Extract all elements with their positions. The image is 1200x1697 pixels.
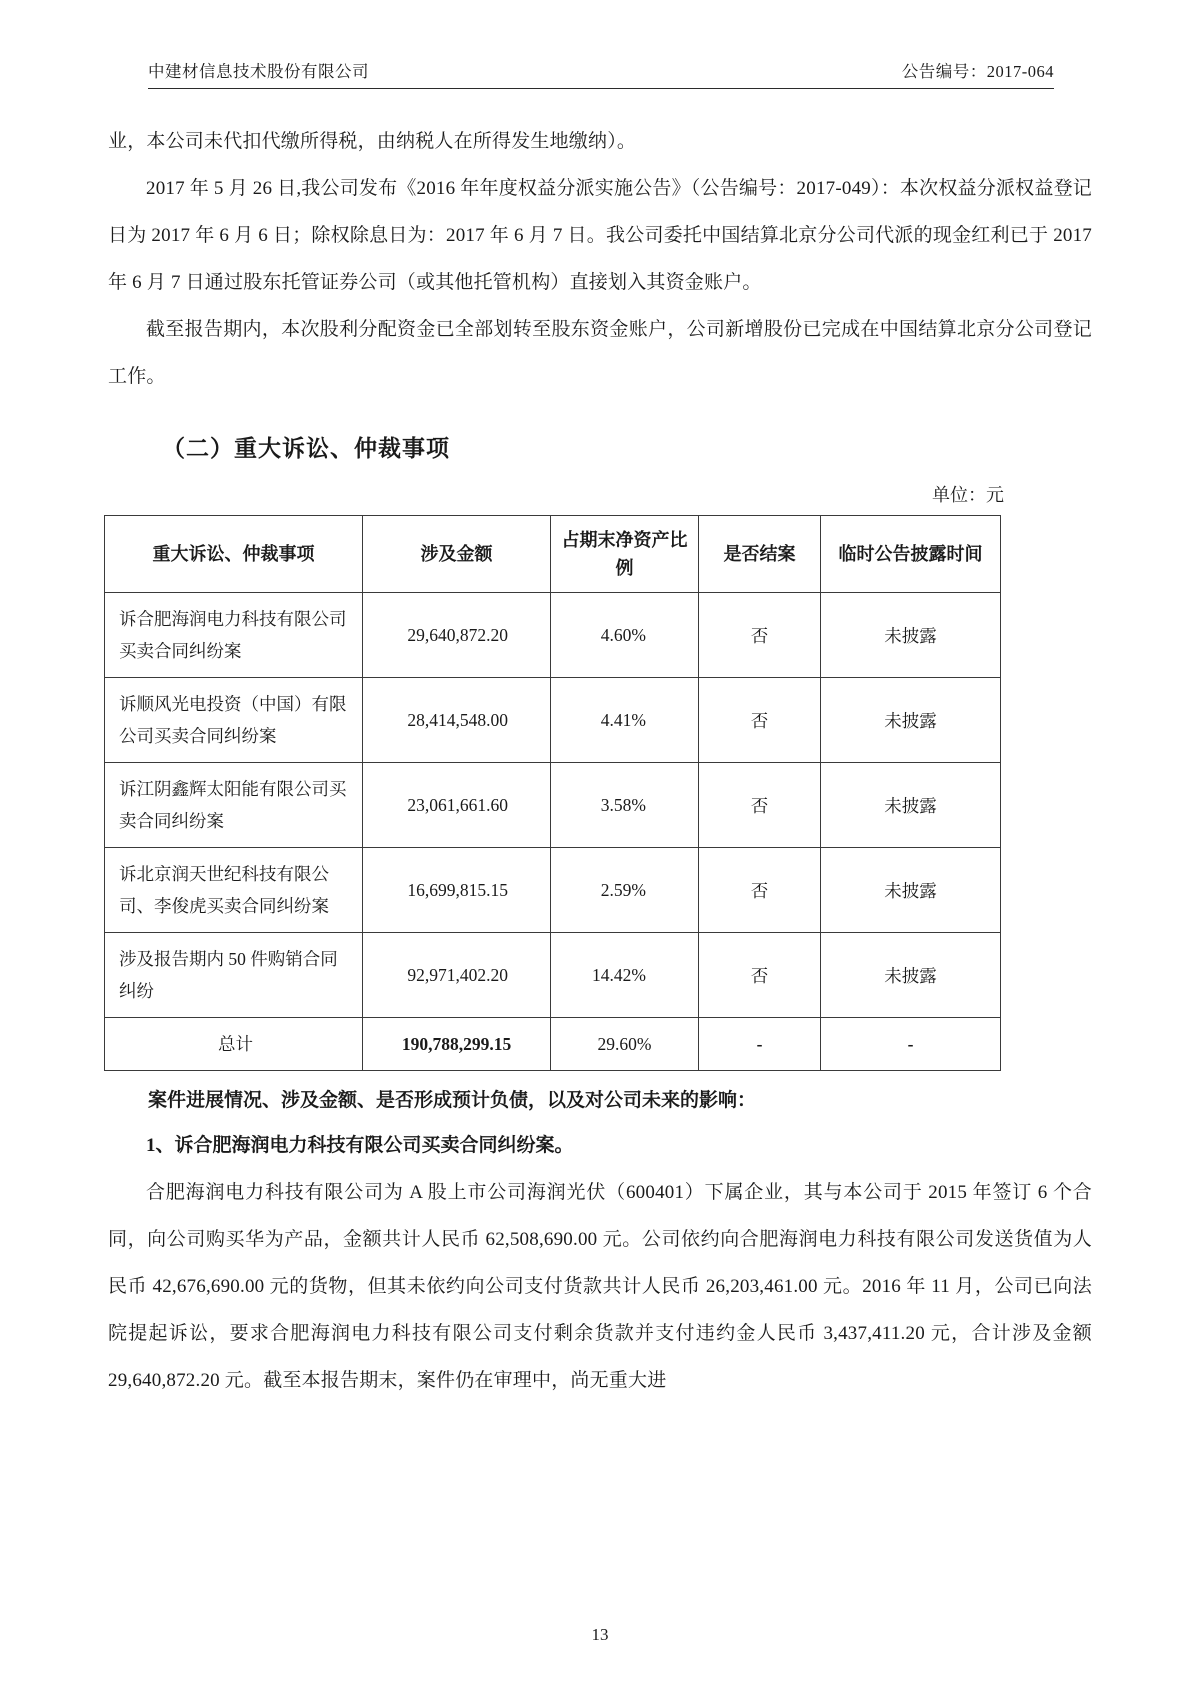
page-number: 13 <box>591 1625 609 1644</box>
paragraph-continuation: 业，本公司未代扣代缴所得税，由纳税人在所得发生地缴纳）。 <box>108 131 637 152</box>
cell-disclosure: 未披露 <box>821 593 1001 678</box>
cell-amount: 29,640,872.20 <box>363 593 551 678</box>
case-detail-block <box>100 1122 1100 1404</box>
cell-amount: 28,414,548.00 <box>363 678 551 763</box>
cell-closed: 否 <box>699 593 821 678</box>
cell-closed: 否 <box>699 933 821 1018</box>
table-header-row <box>105 516 1001 593</box>
column-header-closed: 是否结案 <box>699 516 821 593</box>
cell-closed: 否 <box>699 678 821 763</box>
cell-disclosure: 未披露 <box>821 678 1001 763</box>
cell-disclosure: 未披露 <box>821 933 1001 1018</box>
cell-disclosure: 未披露 <box>821 763 1001 848</box>
column-header-disclosure: 临时公告披露时间 <box>821 516 1001 593</box>
top-paragraphs <box>100 118 1100 400</box>
paragraph-dividend-implementation: 2017 年 5 月 26 日,我公司发布《2016 年年度权益分派实施公告》（公告编号：2017-049）：本次权益分派权益登记日为 2017 年 6 月 6 日；除权除息日为：2017 年 6 月 7 日。我公司委托中国结算北京分公司代派的现金红利已于 2017 年 6 月 7 日通过股东托管证券公司（或其他托管机构）直接划入其资金账户。 <box>108 178 1092 293</box>
cell-total-label: 总计 <box>105 1018 363 1071</box>
column-header-amount: 涉及金额 <box>363 516 551 593</box>
cell-ratio: 4.60% <box>551 593 699 678</box>
table-row <box>105 933 1001 1018</box>
paragraph-dividend-completion: 截至报告期内，本次股利分配资金已全部划转至股东资金账户，公司新增股份已完成在中国结算北京分公司登记工作。 <box>108 319 1092 387</box>
cell-item: 诉合肥海润电力科技有限公司买卖合同纠纷案 <box>105 593 363 678</box>
litigation-table <box>104 515 1001 1071</box>
cell-closed: 否 <box>699 763 821 848</box>
cell-ratio: 4.41% <box>551 678 699 763</box>
case-body: 合肥海润电力科技有限公司为 A 股上市公司海润光伏（600401）下属企业，其与本公司于 2015 年签订 6 个合同，向公司购买华为产品，金额共计人民币 62,508,690.00 元。公司依约向合肥海润电力科技有限公司发送货值为人民币 42,676,690.00 元的货物，但其未依约向公司支付货款共计人民币 26,203,461.00 元。2016 年 11 月，公司已向法院提起诉讼，要求合肥海润电力科技有限公司支付剩余货款并支付违约金人民币 3,437,411.20 元，合计涉及金额 29,640,872.20 元。截至本报告期末，案件仍在审理中，尚无重大进 <box>108 1182 1092 1391</box>
cell-ratio: 14.42% <box>551 933 699 1018</box>
cell-total-amount: 190,788,299.15 <box>363 1018 551 1071</box>
cell-item: 诉顺风光电投资（中国）有限公司买卖合同纠纷案 <box>105 678 363 763</box>
cell-item: 诉北京润天世纪科技有限公司、李俊虎买卖合同纠纷案 <box>105 848 363 933</box>
cell-total-closed: - <box>699 1018 821 1071</box>
cell-total-disclosure: - <box>821 1018 1001 1071</box>
table-row <box>105 593 1001 678</box>
cell-amount: 92,971,402.20 <box>363 933 551 1018</box>
cell-item: 涉及报告期内 50 件购销合同纠纷 <box>105 933 363 1018</box>
cell-amount: 16,699,815.15 <box>363 848 551 933</box>
cell-ratio: 3.58% <box>551 763 699 848</box>
cell-amount: 23,061,661.60 <box>363 763 551 848</box>
cell-ratio: 2.59% <box>551 848 699 933</box>
section-heading-litigation: （二）重大诉讼、仲裁事项 <box>162 436 450 461</box>
cell-item: 诉江阴鑫辉太阳能有限公司买卖合同纠纷案 <box>105 763 363 848</box>
case-progress-note: 案件进展情况、涉及金额、是否形成预计负债，以及对公司未来的影响： <box>148 1090 757 1111</box>
cell-total-ratio: 29.60% <box>551 1018 699 1071</box>
cell-closed: 否 <box>699 848 821 933</box>
column-header-ratio: 占期末净资产比例 <box>551 516 699 593</box>
table-unit-label: 单位：元 <box>932 485 1004 505</box>
cell-disclosure: 未披露 <box>821 848 1001 933</box>
table-row <box>105 848 1001 933</box>
page-content <box>100 118 1100 1404</box>
table-total-row <box>105 1018 1001 1071</box>
table-row <box>105 678 1001 763</box>
header-announcement-number: 公告编号：2017-064 <box>901 62 1054 81</box>
table-row <box>105 763 1001 848</box>
header-company-name: 中建材信息技术股份有限公司 <box>148 62 369 81</box>
case-title: 1、诉合肥海润电力科技有限公司买卖合同纠纷案。 <box>146 1135 574 1156</box>
page-header <box>148 58 1054 89</box>
column-header-item: 重大诉讼、仲裁事项 <box>105 516 363 593</box>
